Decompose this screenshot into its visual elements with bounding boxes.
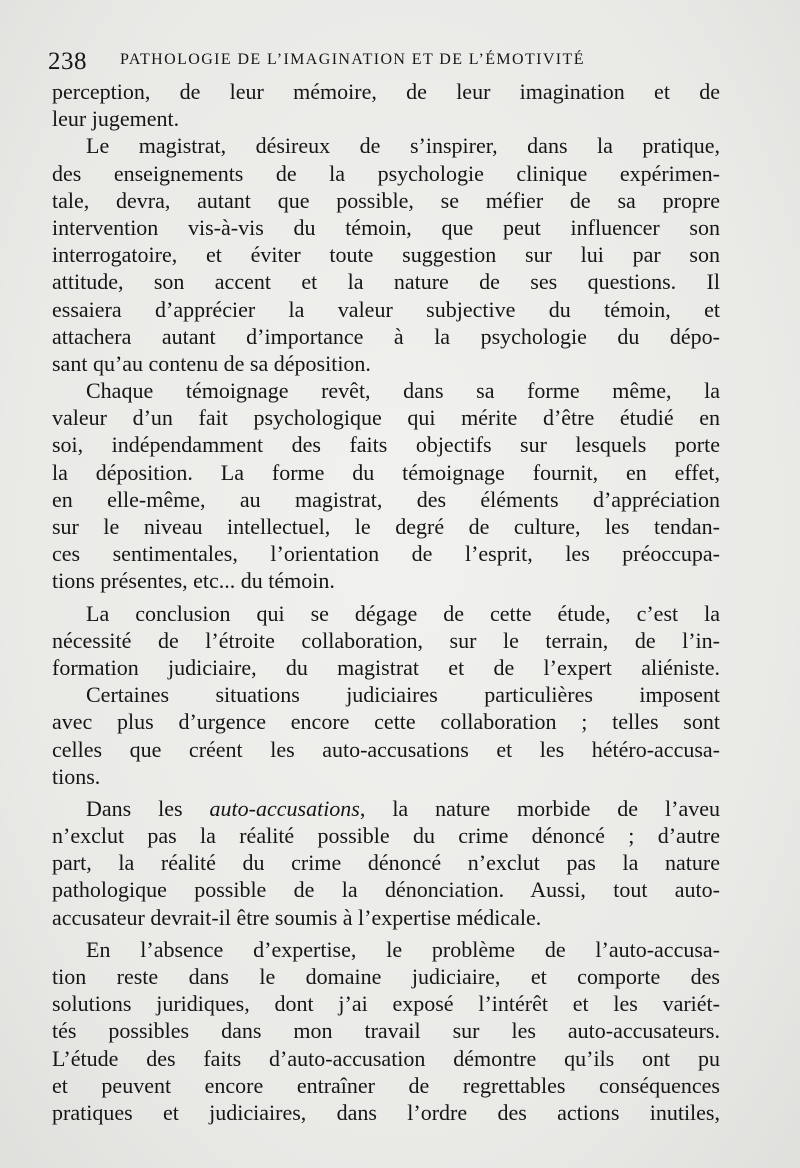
text-line: La conclusion qui se dégage de cette étude, c’est la xyxy=(86,600,720,626)
text-line: pratiques et judiciaires, dans l’ordre des actions inutiles, xyxy=(52,1099,720,1125)
text-line: nécessité de l’étroite collaboration, sur le terrain, de l’in- xyxy=(52,627,720,653)
text-line: sant qu’au contenu de sa déposition. xyxy=(52,350,371,376)
text-line: solutions juridiques, dont j’ai exposé l’intérêt et les variét- xyxy=(52,991,720,1017)
text-line: tion reste dans le domaine judiciaire, et comporte des xyxy=(52,964,720,989)
running-title: PATHOLOGIE DE L’IMAGINATION ET DE L’ÉMOTIVITÉ xyxy=(120,51,585,68)
text-line: essaiera d’apprécier la valeur subjective du témoin, et xyxy=(52,296,720,322)
text-line: tés possibles dans mon travail sur les auto-accusateurs. xyxy=(52,1018,720,1044)
page-number: 238 xyxy=(48,48,87,75)
page-header xyxy=(48,42,748,82)
text-line: valeur d’un fait psychologique qui mérite d’être étudié en xyxy=(52,405,720,431)
text-line: attachera autant d’importance à la psychologie du dépo- xyxy=(52,323,720,349)
text-line: avec plus d’urgence encore cette collaboration ; telles sont xyxy=(52,709,720,735)
text-line: L’étude des faits d’auto-accusation démontre qu’ils ont pu xyxy=(52,1045,720,1071)
text-line: Le magistrat, désireux de s’inspirer, dans la pratique, xyxy=(86,133,720,159)
text-line: perception, de leur mémoire, de leur imagination et de xyxy=(52,79,720,104)
text-segment: Dans les xyxy=(86,795,210,821)
text-line: en elle-même, au magistrat, des éléments d’appréciation xyxy=(52,486,720,512)
text-line: intervention vis-à-vis du témoin, que peut influencer son xyxy=(52,214,720,240)
text-line: et peuvent encore entraîner de regrettables conséquences xyxy=(52,1072,720,1098)
text-line: attitude, son accent et la nature de ses questions. Il xyxy=(52,269,720,295)
text-line: celles que créent les auto-accusations et les hétéro-accusa- xyxy=(52,736,720,762)
text-line: des enseignements de la psychologie clinique expérimen- xyxy=(52,160,720,186)
text-line: soi, indépendamment des faits objectifs sur lesquels porte xyxy=(52,432,720,458)
body-text xyxy=(52,78,720,1126)
text-line: Chaque témoignage revêt, dans sa forme même, la xyxy=(86,378,720,404)
text-line: part, la réalité du crime dénoncé n’exclut pas la nature xyxy=(52,850,720,876)
text-line: tions présentes, etc... du témoin. xyxy=(52,568,335,594)
text-line: interrogatoire, et éviter toute suggestion sur lui par son xyxy=(52,242,720,268)
text-line: Certaines situations judiciaires particulières imposent xyxy=(86,682,720,708)
text-line: sur le niveau intellectuel, le degré de culture, les tendan- xyxy=(52,514,720,539)
text-line: formation judiciaire, du magistrat et de l’expert aliéniste. xyxy=(52,654,720,680)
text-line: tale, devra, autant que possible, se méfier de sa propre xyxy=(52,187,720,213)
text-line: la déposition. La forme du témoignage fournit, en effet, xyxy=(52,459,720,485)
text-line: accusateur devrait-il être soumis à l’expertise médicale. xyxy=(52,904,542,930)
text-line: tions. xyxy=(52,763,101,789)
italic-term: auto-accusations xyxy=(209,795,360,821)
text-segment: , la nature morbide de l’aveu xyxy=(359,795,720,821)
text-line: En l’absence d’expertise, le problème de l’auto-accusa- xyxy=(86,936,720,962)
text-line: ces sentimentales, l’orientation de l’esprit, les préoccupa- xyxy=(52,541,720,567)
text-line-with-italic xyxy=(52,795,720,822)
text-line: leur jugement. xyxy=(52,106,180,132)
text-line: n’exclut pas la réalité possible du crime dénoncé ; d’autre xyxy=(52,823,720,849)
text-line: pathologique possible de la dénonciation. Aussi, tout auto- xyxy=(52,877,720,903)
